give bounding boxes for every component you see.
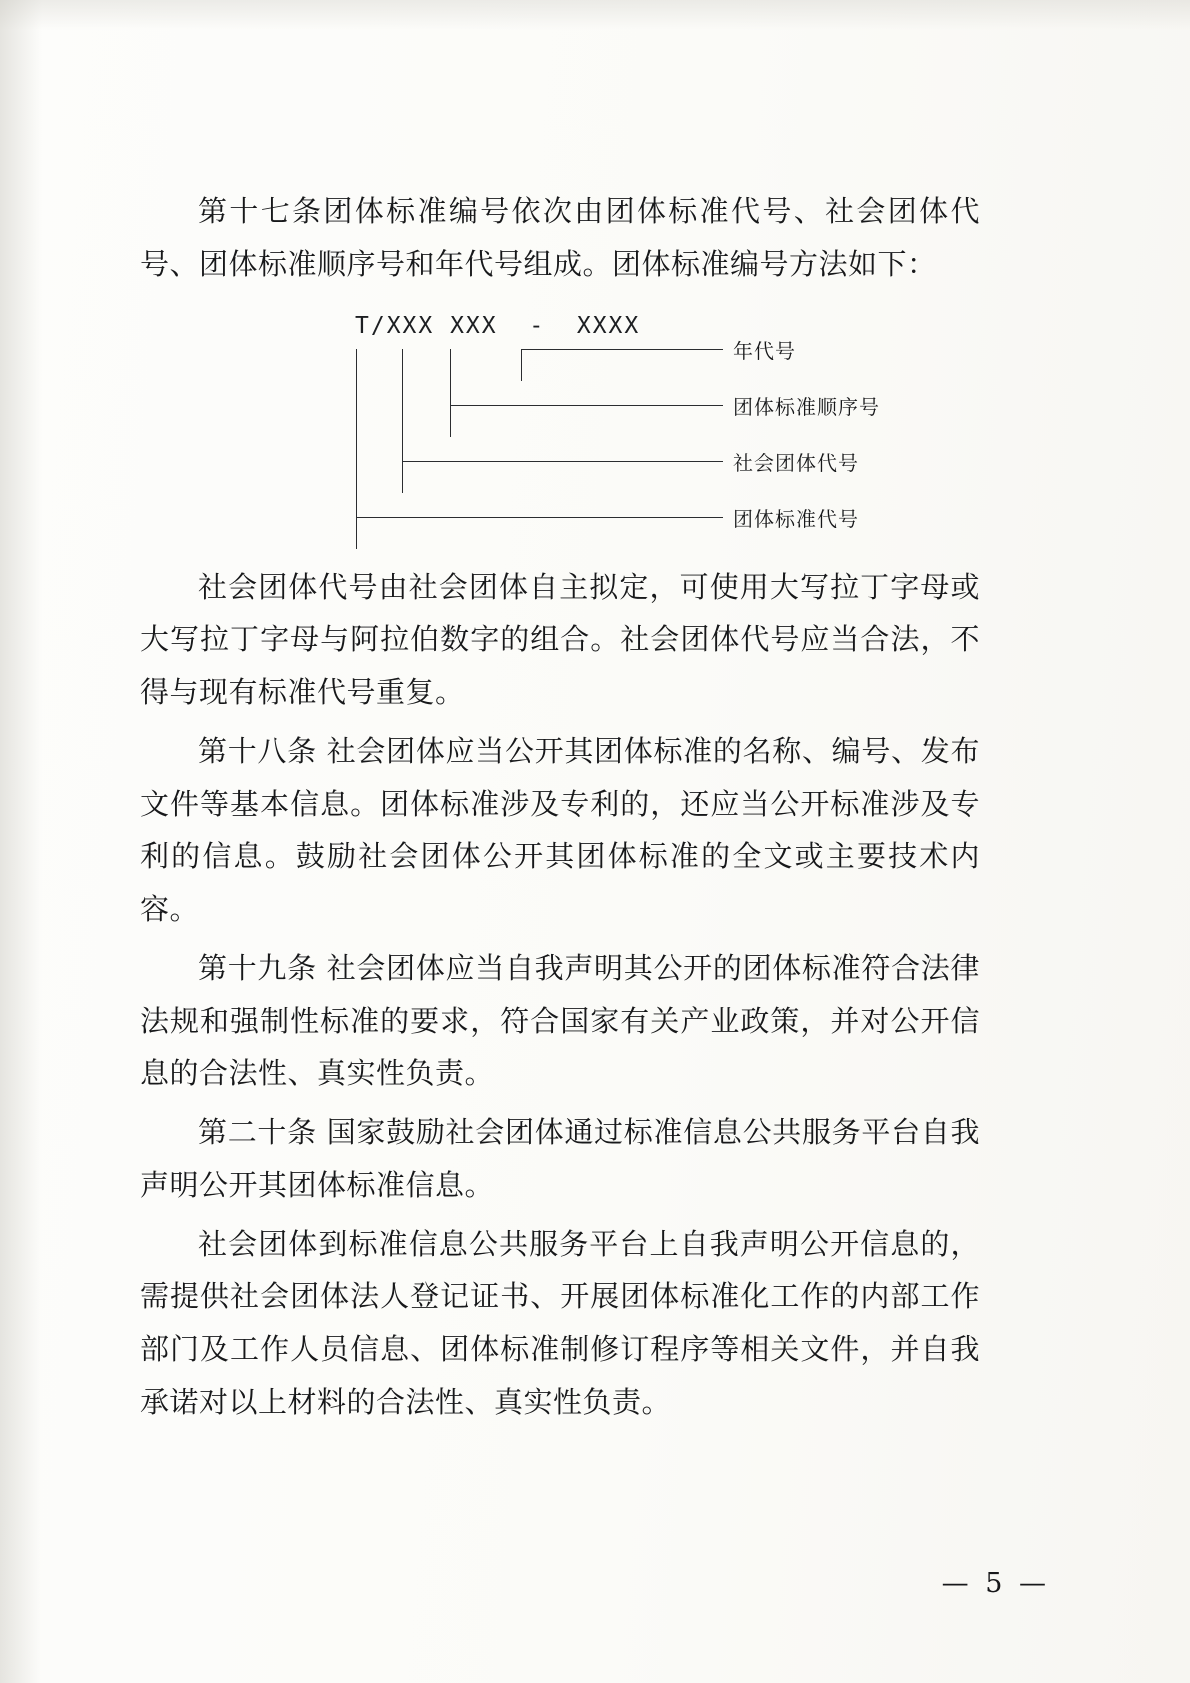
paragraph-article-18: 第十八条 社会团体应当公开其团体标准的名称、编号、发布文件等基本信息。团体标准涉及专利的，还应当公开标准涉及专利的信息。鼓励社会团体公开其团体标准的全文或主要技术内容。 [140, 733, 980, 927]
leader-line-society-horizontal [402, 461, 723, 462]
diagram-label-sequence-number: 团体标准顺序号 [733, 394, 880, 419]
leader-line-year-vertical [521, 349, 522, 381]
paragraph-article-19: 第十九条 社会团体应当自我声明其公开的团体标准符合法律法规和强制性标准的要求，符合国家有关产业政策，并对公开信息的合法性、真实性负责。 [140, 950, 980, 1091]
leader-line-standard-vertical [356, 349, 357, 549]
page-number: — 5 — [941, 1568, 1050, 1599]
diagram-label-year-code: 年代号 [733, 338, 796, 363]
diagram-label-standard-code: 团体标准代号 [733, 506, 859, 531]
leader-line-standard-horizontal [356, 517, 723, 518]
paragraph-platform-requirements: 社会团体到标准信息公共服务平台上自我声明公开信息的，需提供社会团体法人登记证书、开展团体标准化工作的内部工作部门及工作人员信息、团体标准制修订程序等相关文件，并自我承诺对以上材料的合法性、真实性负责。 [140, 1226, 980, 1420]
standard-number-diagram [140, 313, 980, 543]
leader-line-year-horizontal [521, 349, 723, 350]
leader-line-society-vertical [402, 349, 403, 493]
paragraph-society-code: 社会团体代号由社会团体自主拟定，可使用大写拉丁字母或大写拉丁字母与阿拉伯数字的组合。社会团体代号应当合法，不得与现有标准代号重复。 [140, 569, 980, 710]
diagram-code-sample: T/XXX XXX - XXXX [355, 312, 641, 339]
leader-line-sequence-horizontal [450, 405, 723, 406]
page-edge-shadow-top [0, 0, 1190, 30]
leader-line-sequence-vertical [450, 349, 451, 437]
page-edge-shadow-left [0, 0, 42, 1683]
paragraph-article-17: 第十七条团体标准编号依次由团体标准代号、社会团体代号、团体标准顺序号和年代号组成。团体标准编号方法如下： [140, 194, 980, 281]
page-content [140, 185, 980, 1435]
paragraph-article-20: 第二十条 国家鼓励社会团体通过标准信息公共服务平台自我声明公开其团体标准信息。 [140, 1115, 980, 1202]
diagram-label-society-code: 社会团体代号 [733, 450, 859, 475]
